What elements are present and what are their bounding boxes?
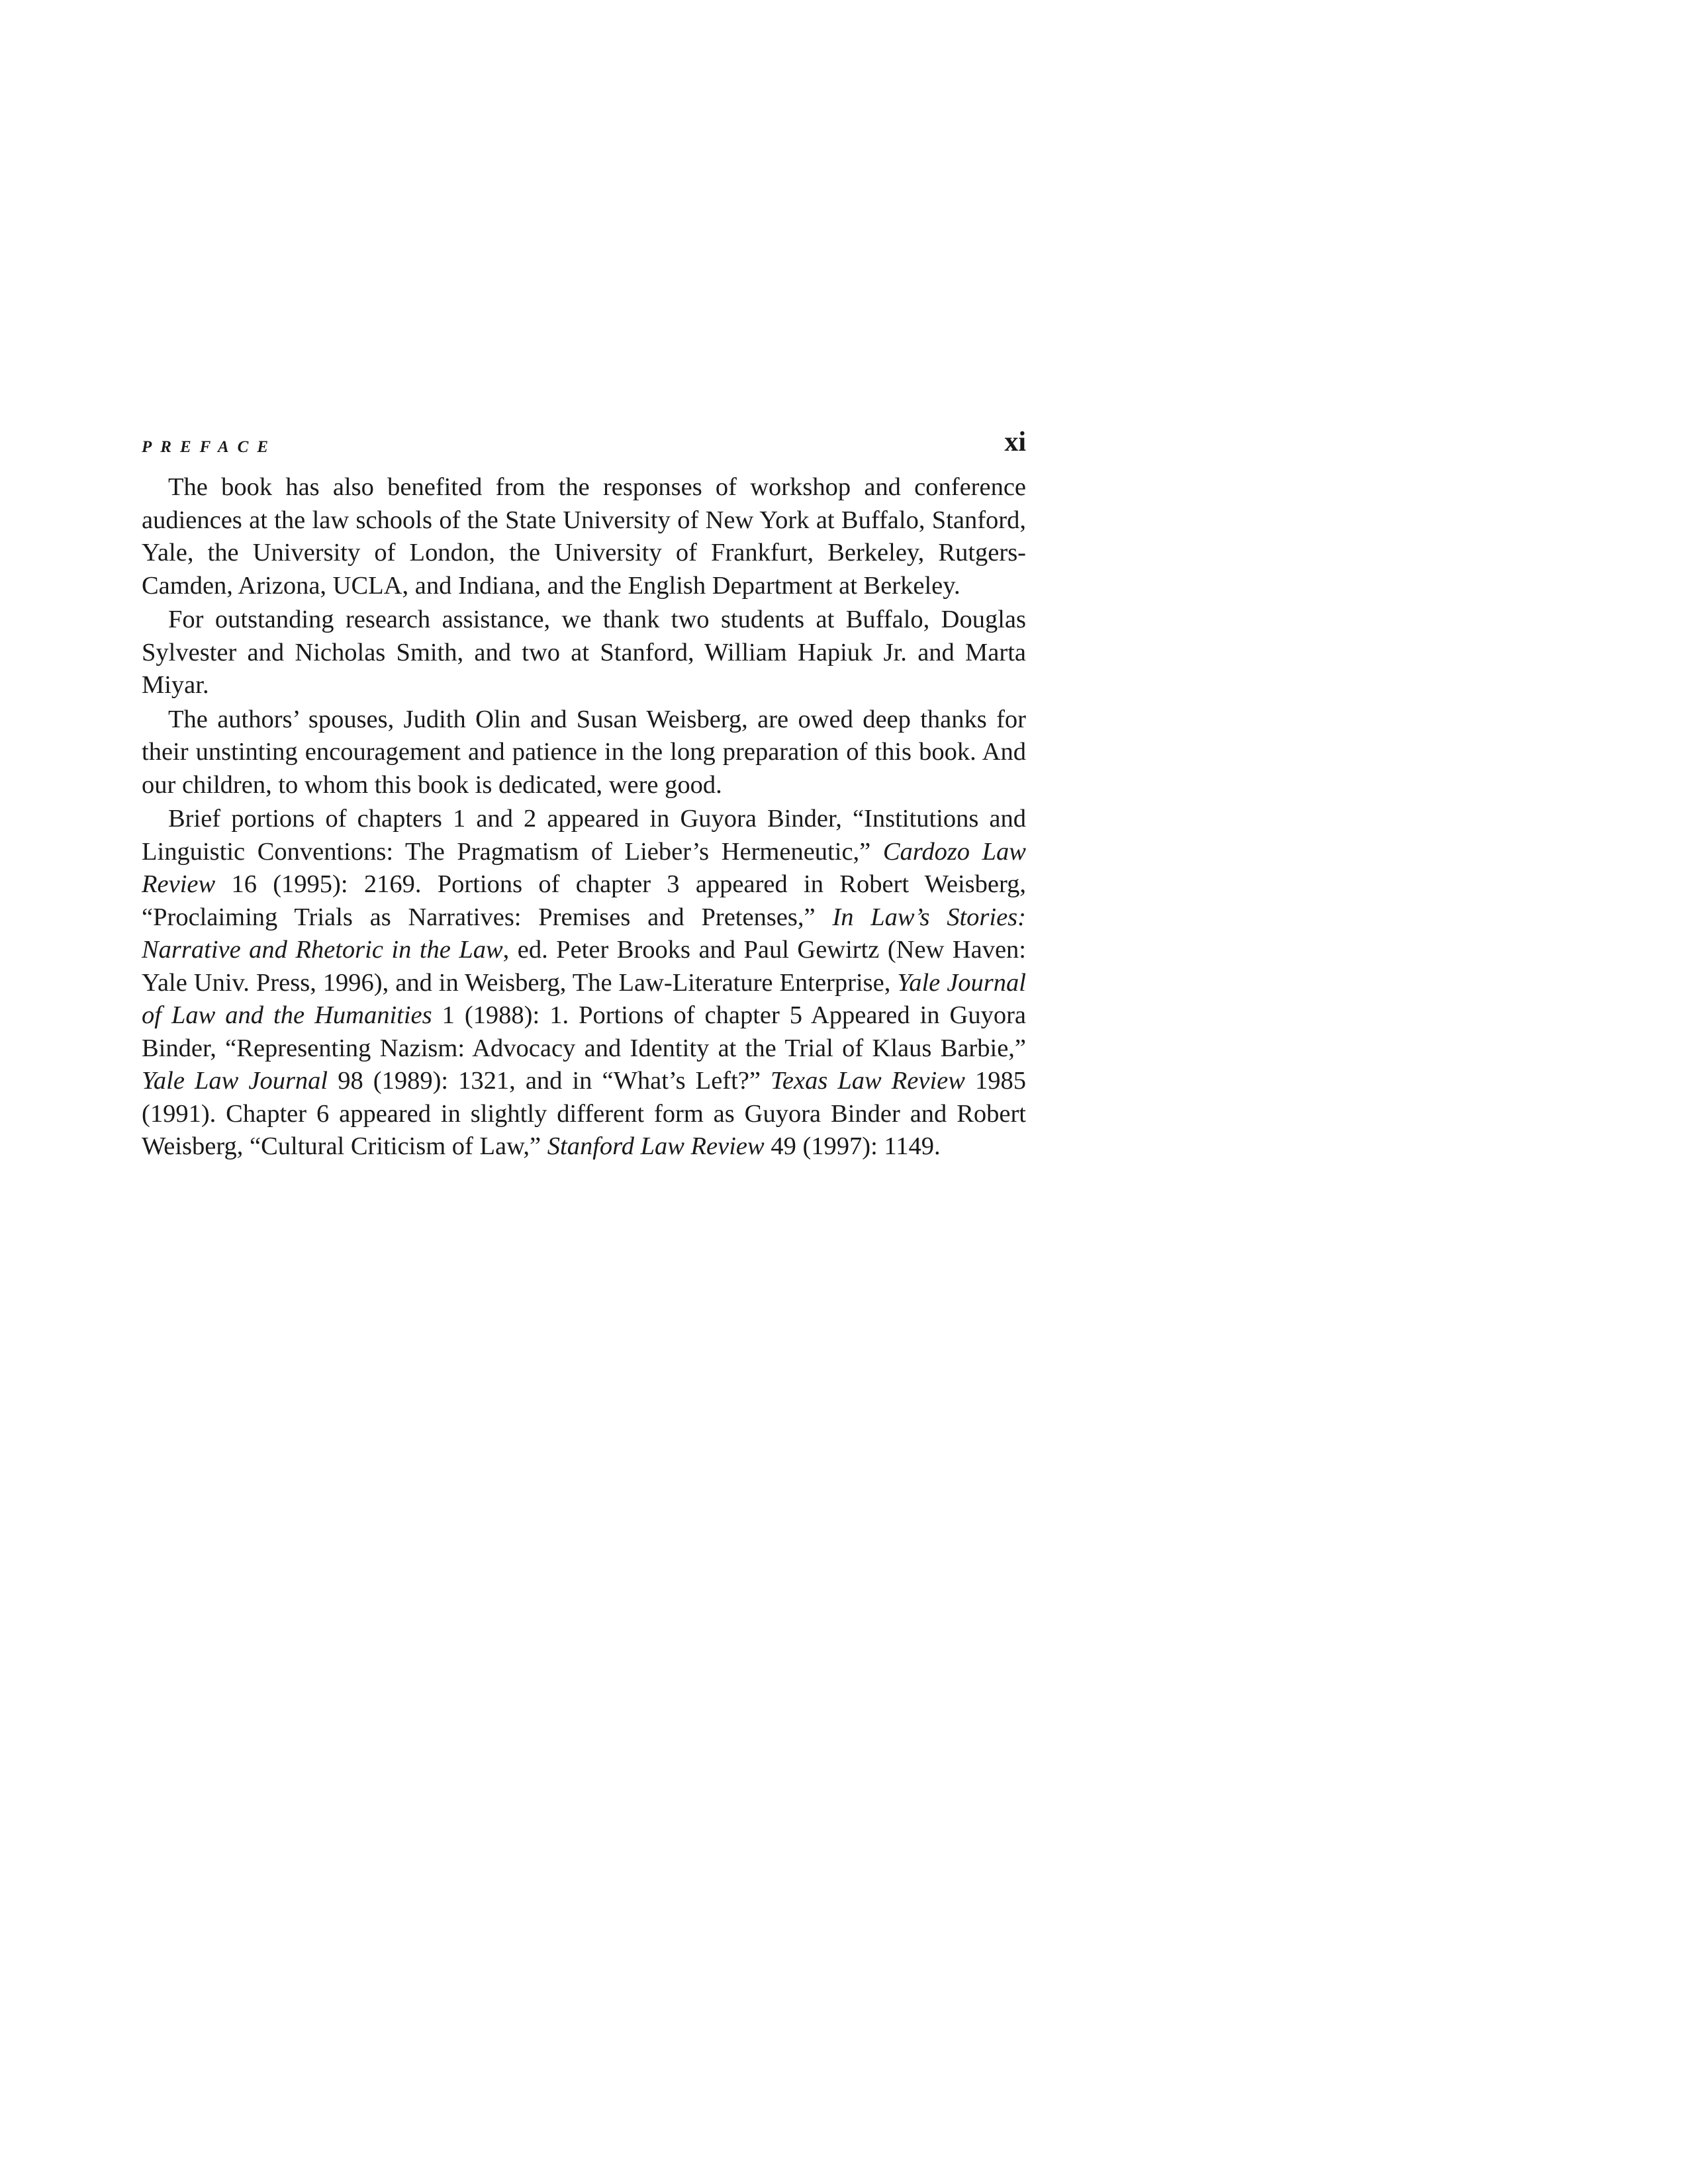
italic-title: Cardozo Law Review (142, 837, 1026, 898)
text-run: 16 (1995): 2169. Portions of chapter 3 appeared in Robert Weisberg, “Proclaiming Trials as Narratives: Premises and Pretenses,” (142, 870, 1026, 931)
italic-title: Yale Law Journal (142, 1067, 328, 1095)
text-run: The book has also benefited from the responses of workshop and conference audiences at the law schools of the State University of New York at Buffalo, Stanford, Yale, the University of London, the University of Frankfurt, Berkeley, Rutgers-Camden, Arizona, UCLA, and Indiana, and the English Department at Berkeley. (142, 473, 1026, 600)
text-run: 49 (1997): 1149. (764, 1132, 941, 1160)
running-head (142, 424, 1026, 463)
body-text (142, 471, 1026, 1163)
text-run: 98 (1989): 1321, and in “What’s Left?” (328, 1067, 771, 1095)
paragraph (142, 604, 1026, 702)
paragraph (142, 803, 1026, 1163)
text-run: The authors’ spouses, Judith Olin and Susan Weisberg, are owed deep thanks for their unstinting encouragement and patience in the long preparation of this book. And our children, to whom this book is dedicated, were good. (142, 705, 1026, 799)
text-run: 1985 (1991). Chapter 6 appeared in slightly different form as Guyora Binder and Robert Weisberg, “Cultural Criticism of Law,” (142, 1067, 1026, 1160)
running-title: PREFACE (142, 438, 277, 456)
italic-title: In Law’s Stories: Narrative and Rhetoric in the Law (142, 903, 1026, 964)
text-run: 1 (1988): 1. Portions of chapter 5 Appeared in Guyora Binder, “Representing Nazism: Advocacy and Identity at the Trial of Klaus Barbie,” (142, 1001, 1026, 1062)
italic-title: Texas Law Review (771, 1067, 965, 1095)
text-block (142, 424, 1026, 1165)
paragraph (142, 471, 1026, 602)
paragraph (142, 704, 1026, 802)
text-run: , ed. Peter Brooks and Paul Gewirtz (New Haven: Yale Univ. Press, 1996), and in Weisberg, The Law-Literature Enterprise, (142, 936, 1027, 997)
text-run: Brief portions of chapters 1 and 2 appeared in Guyora Binder, “Institutions and Linguistic Conventions: The Pragmatism of Lieber’s Hermeneutic,” (142, 805, 1026, 866)
page-number: xi (1004, 427, 1026, 457)
italic-title: Stanford Law Review (547, 1132, 765, 1160)
italic-title: Yale Journal of Law and the Humanities (142, 968, 1026, 1029)
text-run: For outstanding research assistance, we thank two students at Buffalo, Douglas Sylvester and Nicholas Smith, and two at Stanford, William Hapiuk Jr. and Marta Miyar. (142, 606, 1026, 699)
